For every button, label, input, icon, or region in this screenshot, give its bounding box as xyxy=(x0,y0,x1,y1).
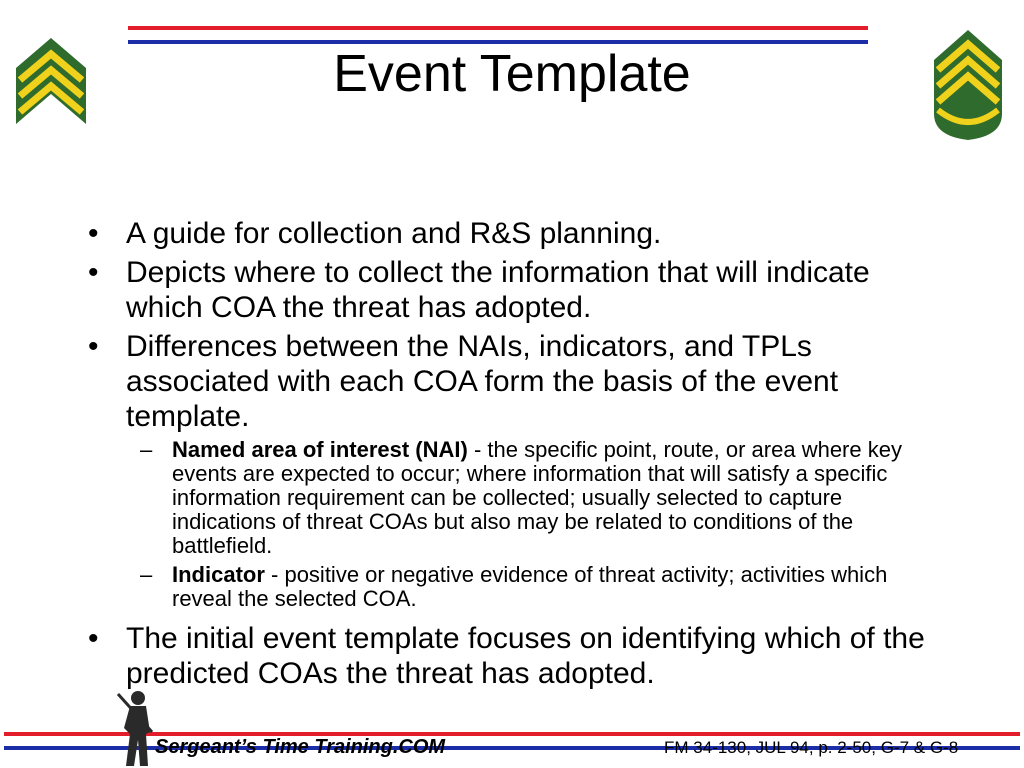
bullet-text: The initial event template focuses on identifying which of the predicted COAs the threat has adopted. xyxy=(126,622,925,690)
footer-brand: Sergeant’s Time Training.COM xyxy=(155,736,446,758)
bullet-item xyxy=(82,329,952,434)
sub-bullet-item xyxy=(82,563,952,611)
bullet-text: Differences between the NAIs, indicators, and TPLs associated with each COA form the basis of the event template. xyxy=(126,330,839,433)
sub-bullet-term: Named area of interest (NAI) xyxy=(172,437,468,462)
footer-reference: FM 34-130, JUL 94, p. 2-50, G-7 & G-8 xyxy=(664,738,959,757)
sub-bullet-item xyxy=(82,438,952,558)
bullet-glyph: • xyxy=(88,330,99,363)
bullet-text: A guide for collection and R&S planning. xyxy=(126,217,662,250)
sub-bullet-definition: - positive or negative evidence of threat activity; activities which reveal the selected COA. xyxy=(172,562,888,611)
sub-bullet-term: Indicator xyxy=(172,562,265,587)
bullet-list xyxy=(82,216,952,695)
bullet-item xyxy=(82,621,952,691)
bullet-item xyxy=(82,216,952,251)
slide-title: Event Template xyxy=(333,45,691,103)
bullet-item xyxy=(82,255,952,325)
bullet-glyph: • xyxy=(88,622,99,655)
bullet-text: Depicts where to collect the information that will indicate which COA the threat has adopted. xyxy=(126,256,870,324)
top-red-stripe xyxy=(128,26,868,30)
bullet-glyph: • xyxy=(88,256,99,289)
sub-bullet-definition: - the specific point, route, or area where key events are expected to occur; where information that will satisfy a specific information requirement can be collected; usually selected to capture indications of threat COAs but also may be related to conditions of the battlefield. xyxy=(172,437,902,558)
bullet-glyph: • xyxy=(88,217,99,250)
dash-glyph: – xyxy=(140,562,153,587)
dash-glyph: – xyxy=(140,437,153,462)
